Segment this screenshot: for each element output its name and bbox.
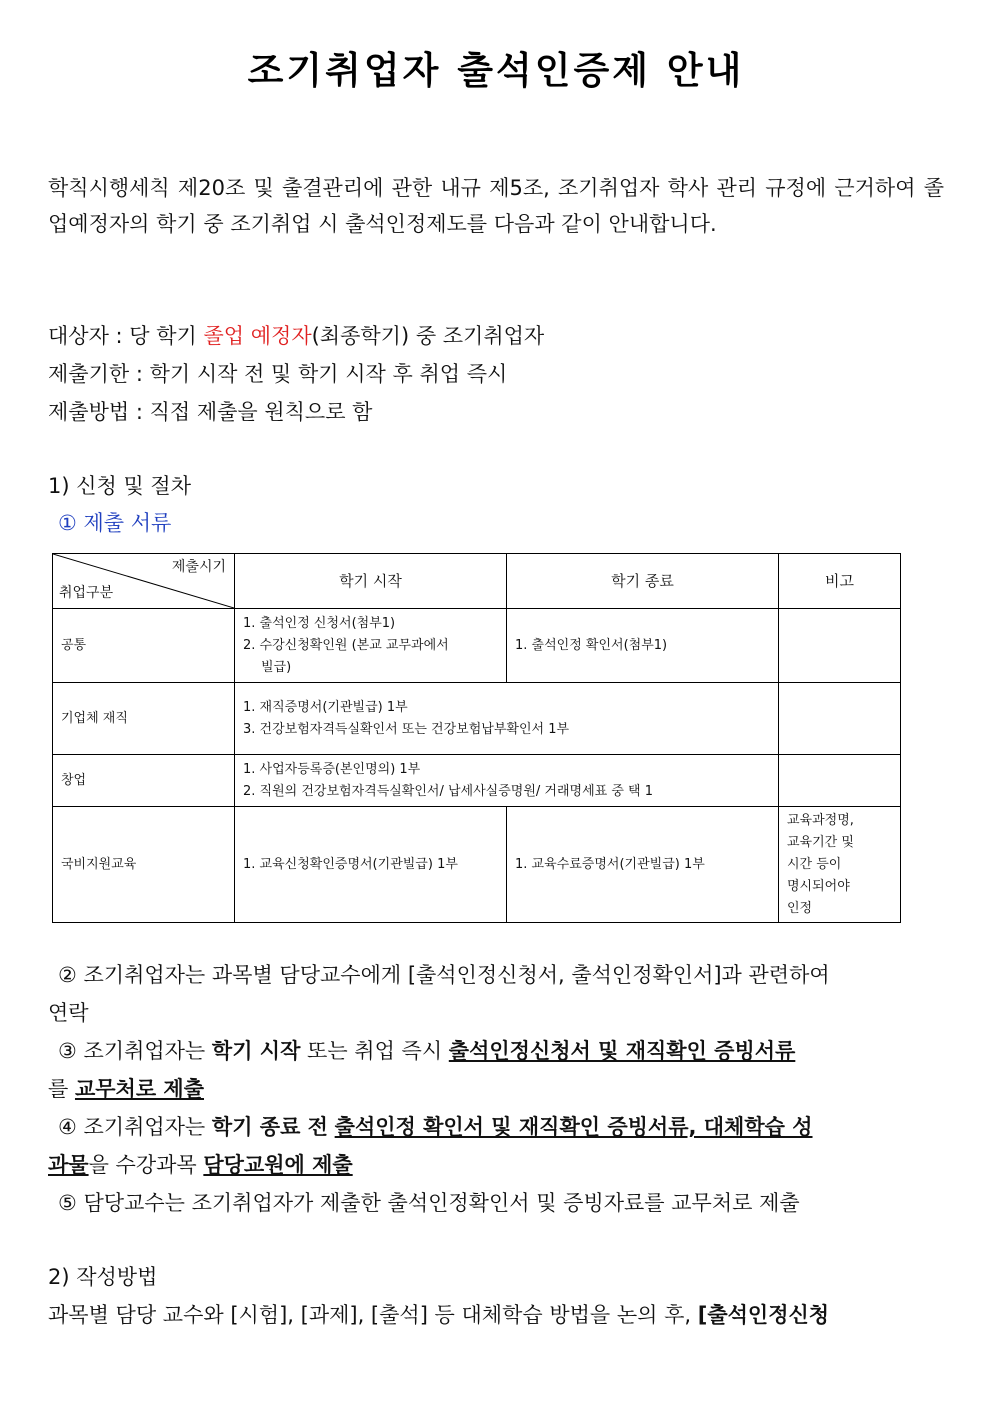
documents-table: [52, 553, 901, 923]
item3-emphasis: 학기 시작: [211, 1039, 301, 1063]
table-row: [53, 683, 901, 755]
note-line: 명시되어야: [787, 878, 850, 894]
item3-text: ③ 조기취업자는: [58, 1039, 212, 1063]
item4-line2: [48, 1147, 353, 1183]
note-line: 교육과정명,: [787, 812, 854, 828]
row-category: 기업체 재직: [53, 683, 235, 755]
header-semester-start: 학기 시작: [235, 554, 507, 609]
section2-text: [48, 1297, 829, 1333]
doc-item: 빌급): [261, 659, 292, 675]
row-category: 공통: [53, 609, 235, 683]
item4-line1: [58, 1109, 813, 1145]
doc-item: 3. 건강보험자격득실확인서 또는 건강보험납부확인서 1부: [243, 721, 570, 737]
note-line: 시간 등이: [787, 856, 842, 872]
corner-bottom-label: 취업구분: [59, 585, 114, 601]
item3-underlined: 교무처로 제출: [74, 1077, 204, 1101]
row-start-docs: 1. 교육신청확인증명서(기관빌급) 1부: [235, 807, 507, 923]
section2-heading: 2) 작성방법: [48, 1265, 158, 1289]
header-note: 비고: [779, 554, 901, 609]
item4-underlined: 담당교원에 제출: [203, 1153, 353, 1177]
table-row: [53, 609, 901, 683]
doc-item: 1. 사업자등록증(본인명의) 1부: [243, 761, 421, 777]
row-note: [779, 609, 901, 683]
method-line: 제출방법 : 직접 제출을 원칙으로 함: [48, 400, 373, 424]
target-prefix: 대상자 : 당 학기: [48, 324, 204, 348]
row-start-docs: [235, 609, 507, 683]
row-note: [779, 807, 901, 923]
doc-item: 1. 재직증명서(기관빌급) 1부: [243, 699, 408, 715]
doc-item: 1. 출석인정 신청서(첨부1): [243, 615, 396, 631]
item3-text: 를: [48, 1077, 75, 1101]
section2-text-bold: [출석인정신청: [697, 1303, 830, 1327]
item4-text: ④ 조기취업자는: [58, 1115, 212, 1139]
row-note: [779, 755, 901, 807]
item4-underlined: 과물: [48, 1153, 89, 1177]
document-title: 조기취업자 출석인증제 안내: [247, 49, 745, 92]
table-row: [53, 807, 901, 923]
item5-line: ⑤ 담당교수는 조기취업자가 제출한 출석인정확인서 및 증빙자료를 교무처로 제출: [58, 1191, 800, 1215]
doc-item: 2. 직원의 건강보험자격득실확인서/ 납세사실증명원/ 거래명세표 중 택 1: [243, 783, 653, 799]
corner-top-label: 제출시기: [171, 559, 226, 575]
target-highlight: 졸업 예정자: [203, 324, 312, 348]
item3-underlined: 출석인정신청서 및 재직확인 증빙서류: [448, 1039, 796, 1063]
section2-text-plain: 과목별 담당 교수와 [시험], [과제], [출석] 등 대체학습 방법을 논의 후,: [48, 1303, 698, 1327]
row-category: 창업: [53, 755, 235, 807]
target-suffix: (최종학기) 중 조기취업자: [311, 324, 545, 348]
row-merged-docs: [235, 683, 779, 755]
item4-underlined: 출석인정 확인서 및 재직확인 증빙서류, 대체학습 성: [334, 1115, 813, 1139]
table-header-row: [53, 554, 901, 609]
row-category: 국비지원교육: [53, 807, 235, 923]
table-corner-cell: [53, 554, 235, 609]
section1-heading: 1) 신청 및 절차: [48, 474, 192, 498]
deadline-line: 제출기한 : 학기 시작 전 및 학기 시작 후 취업 즉시: [48, 362, 508, 386]
item3-text: 또는 취업 즉시: [300, 1039, 449, 1063]
item4-text: 을 수강과목: [88, 1153, 204, 1177]
item2-line2: 연락: [48, 1001, 89, 1025]
note-line: 교육기간 및: [787, 834, 854, 850]
intro-paragraph: 학칙시행세칙 제20조 및 출결관리에 관한 내규 제5조, 조기취업자 학사 관리 규정에 근거하여 졸업예정자의 학기 중 조기취업 시 출석인정제도를 다음과 같이 안내합니다.: [48, 176, 944, 236]
row-end-docs: 1. 교육수료증명서(기관빌급) 1부: [507, 807, 779, 923]
table-row: [53, 755, 901, 807]
item3-line1: [58, 1033, 795, 1069]
note-line: 인정: [787, 900, 813, 916]
row-merged-docs: [235, 755, 779, 807]
item4-emphasis: 학기 종료 전: [211, 1115, 328, 1139]
row-end-docs: 1. 출석인정 확인서(첨부1): [507, 609, 779, 683]
section1-subheading: ① 제출 서류: [58, 511, 172, 535]
header-semester-end: 학기 종료: [507, 554, 779, 609]
row-note: [779, 683, 901, 755]
item3-line2: [48, 1071, 204, 1107]
item4-text: [328, 1115, 335, 1139]
doc-item: 2. 수강신청확인원 (본교 교무과에서: [243, 637, 449, 653]
item2-line1: ② 조기취업자는 과목별 담당교수에게 [출석인정신청서, 출석인정확인서]과 관련하여: [58, 963, 830, 987]
target-line: [48, 318, 544, 354]
